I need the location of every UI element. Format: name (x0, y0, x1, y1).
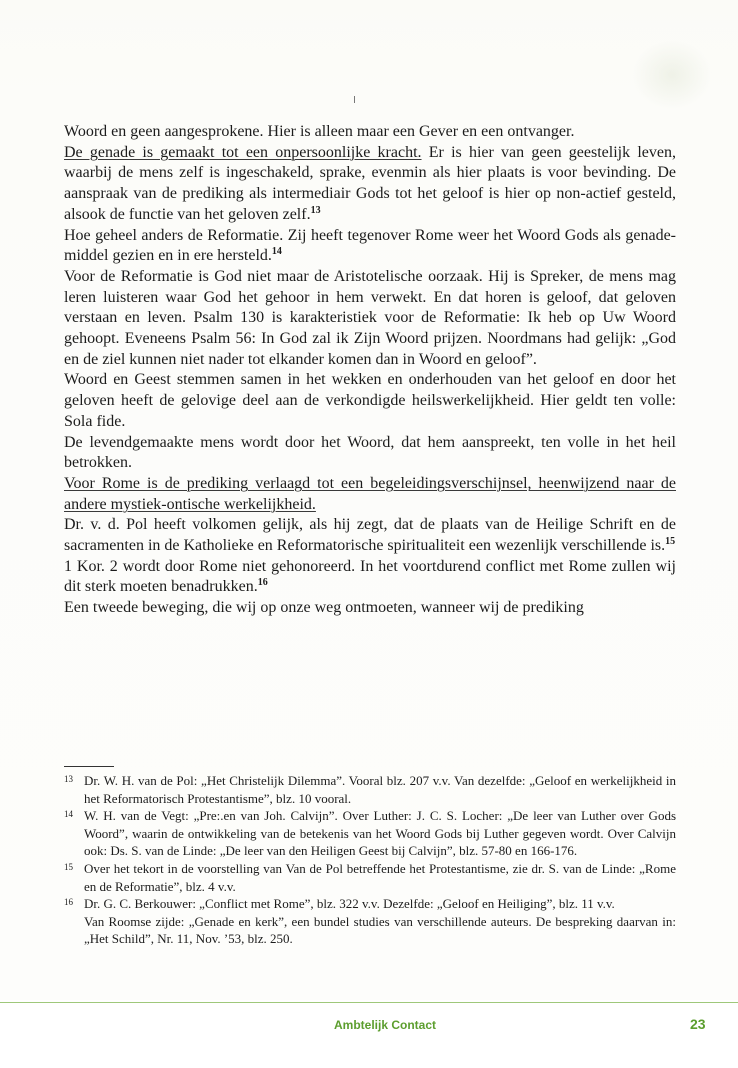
page-number: 23 (690, 1016, 706, 1032)
paragraph (64, 122, 676, 143)
paragraph (64, 433, 676, 474)
paragraph (64, 557, 676, 598)
footer-publication-title: Ambtelijk Contact (334, 1018, 437, 1032)
footnote (64, 895, 676, 913)
scan-shading (632, 40, 712, 110)
footnote-reference[interactable]: 16 (257, 577, 268, 589)
paragraph-text: Voor de Reformatie is God niet maar de Aristotelische oorzaak. Hij is Spreker, de mens mag leren luisteren waar God het gehoor in hem verwekt. En dat horen is geloof, dat geloven verstaan en leven. Psalm 130 is karakteristiek voor de Reformatie: Ik heb op Uw Woord gehoopt. Eveneens Psalm 56: In God zal ik Zijn Woord prijzen. Noordmans had gelijk: „God en de ziel kunnen niet nader tot elkander komen dan in Woord en geloof”. (64, 267, 676, 368)
scan-mark (354, 96, 355, 103)
footnote-text: W. H. van de Vegt: „Pre:.en van Joh. Calvijn”. Over Luther: J. C. S. Locher: „De leer van Luther over Gods Woord”, waarin de ontwikkeling van de betekenis van het Woord Gods bij Luther gegeven wordt. Over Calvijn ook: Ds. S. van de Linde: „De leer van den Heiligen Geest bij Calvijn”, blz. 57-80 en 166-176. (84, 808, 676, 859)
paragraph (64, 515, 676, 556)
paragraph-text: Er is hier van geen geestelijk leven, waarbij de mens zelf is ingeschakeld, sprake, evenmin als hier plaats is voor bevinding. De aanspraak van de prediking als intermediair Gods tot het geloof is hier op non-actief gesteld, alsook de functie van het geloven zelf. (64, 143, 676, 223)
footnote-reference[interactable]: 15 (665, 536, 676, 548)
paragraph-text: De levendgemaakte mens wordt door het Woord, dat hem aanspreekt, ten volle in het heil betrokken. (64, 433, 676, 472)
footnote-number: 13 (64, 774, 73, 784)
paragraph-text: Woord en Geest stemmen samen in het wekken en onderhouden van het geloof en door het geloven heeft de gelovige deel aan de verkondigde heilswerkelijkheid. Hier geldt ten volle: Sola fide. (64, 371, 676, 430)
footnote-number: 14 (64, 809, 73, 820)
footnote-reference[interactable]: 14 (271, 246, 282, 258)
underlined-text: Voor Rome is de prediking verlaagd tot een begeleidingsverschijnsel, heenwijzend naar de andere mystiek-ontische werkelijkheid. (64, 474, 676, 513)
paragraph (64, 267, 676, 371)
paragraph-text: Een tweede beweging, die wij op onze weg ontmoeten, wanneer wij de prediking (64, 599, 584, 617)
footnote-text: Dr. G. C. Berkouwer: „Conflict met Rome”, blz. 322 v.v. Dezelfde: „Geloof en Heiliging”, blz. 11 v.v. (84, 896, 615, 912)
paragraph-text: Dr. v. d. Pol heeft volkomen gelijk, als hij zegt, dat de plaats van de Heilige Schrift en de sacramenten in de Katholieke en Reformatorische spiritualiteit een wezenlijk verschillende is. (64, 516, 676, 555)
paragraph (64, 143, 676, 226)
paragraph-text: Hoe geheel anders de Reformatie. Zij heeft tegenover Rome weer het Woord Gods als genade-middel gezien en in ere hersteld. (64, 226, 676, 265)
footnotes (64, 772, 676, 948)
footnote (64, 772, 676, 807)
footnote-number: 15 (64, 861, 73, 872)
paragraph (64, 598, 676, 619)
footnote-continuation: Van Roomse zijde: „Genade en kerk”, een bundel studies van verschillende auteurs. De bespreking daarvan in: „Het Schild”, Nr. 11, Nov. ’53, blz. 250. (84, 913, 676, 947)
paragraph-text: Woord en geen aangesprokene. Hier is alleen maar een Gever en een ontvanger. (64, 123, 575, 140)
footnote-text: Over het tekort in de voorstelling van Van de Pol betreffende het Protestantisme, zie dr. S. van de Linde: „Rome en de Reformatie”, blz. 4 v.v. (84, 860, 676, 894)
footnote-reference[interactable]: 13 (310, 204, 321, 216)
paragraph (64, 370, 676, 432)
footnote-number: 16 (64, 897, 73, 908)
footer-divider (0, 1002, 738, 1003)
body-text (64, 122, 676, 619)
underlined-text: De genade is gemaakt tot een onpersoonlijke kracht. (64, 143, 422, 161)
footnote-text: Dr. W. H. van de Pol: „Het Christelijk Dilemma”. Vooral blz. 207 v.v. Van dezelfde: „Geloof en werkelijkheid in het Reformatorisch Protestantisme”, blz. 10 vooral. (84, 773, 676, 806)
paragraph-text: 1 Kor. 2 wordt door Rome niet gehonoreerd. In het voortdurend conflict met Rome zullen wij dit sterk moeten benadrukken. (64, 557, 676, 596)
paragraph (64, 474, 676, 515)
footnote (64, 860, 676, 895)
footnote (64, 807, 676, 860)
footnote-divider (64, 766, 114, 767)
paragraph (64, 226, 676, 267)
